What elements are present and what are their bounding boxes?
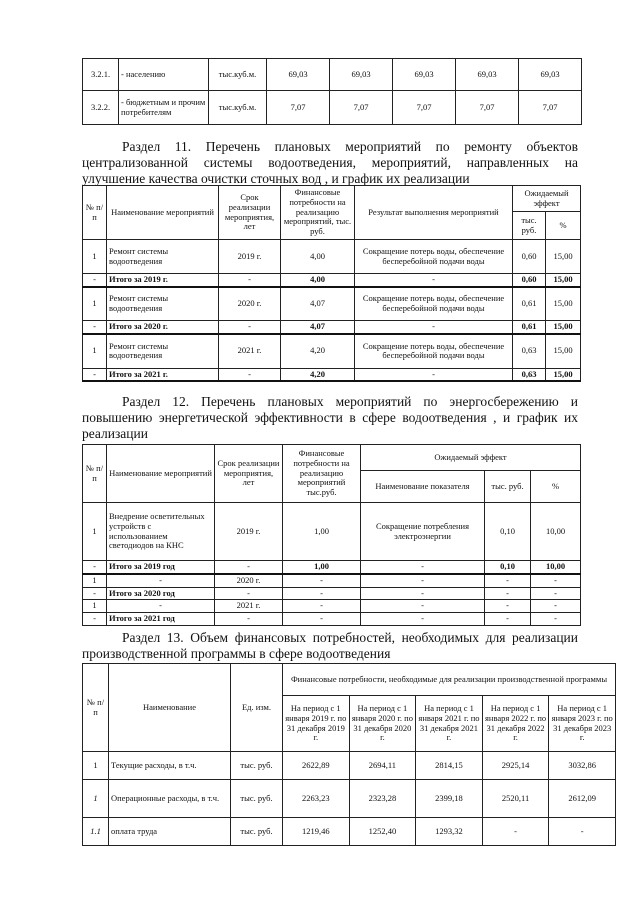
table-row: 1 Ремонт системы водоотведения 2021 г. 4,20 Сокращение потерь воды, обеспечение бесперебойной подачи воды 0,63 15,00 [83,334,581,368]
table-row: 1 Операционные расходы, в т.ч. тыс. руб. 2263,23 2323,28 2399,18 2520,11 2612,09 [83,780,616,818]
section-12-heading: Раздел 12. Перечень плановых мероприятий по энергосбережению и повышению энергетической эффективности в сфере водоотведения , и график их реализации [82,394,578,441]
table-row: 3.2.1. - населению тыс.куб.м. 69,03 69,03 69,03 69,03 69,03 [83,59,582,91]
table-section-11: № п/п Наименование мероприятий Срок реализации мероприятия, лет Финансовые потребности на реализацию мероприятий, тыс. руб. Результат выполнения мероприятий Ожидаемый эффект тыс. руб. % 1 Ремонт системы водоотведения 2019 г. 4,00 Сокращение потерь воды, обеспечение бесперебойной подачи воды 0,60 15,00 - Итого за 2019 г. - 4,00 - 0,60 15,00 1 Ремонт системы водоотведения 2020 г. 4,07 Сокращение потерь воды, обеспечение бесперебойной подачи воды 0,61 15,00 - Итого за 2020 г. - 4,07 - 0,61 15,00 1 Ремонт системы водоотведения 2021 г. 4,20 Сокращение потерь воды, обеспечение бесперебойной подачи воды 0,63 15,00 - Итого за 2021 г. - 4,20 - 0,63 15,00 [82,185,581,382]
section-13-heading: Раздел 13. Объем финансовых потребностей, необходимых для реализации производственной программы в сфере водоотведения [82,630,578,661]
table-row: - Итого за 2020 г. - 4,07 - 0,61 15,00 [83,321,581,334]
table-row: - Итого за 2019 год - 1,00 - 0,10 10,00 [83,561,581,574]
table-row: 1 Ремонт системы водоотведения 2020 г. 4,07 Сокращение потерь воды, обеспечение бесперебойной подачи воды 0,61 15,00 [83,287,581,321]
table-row: - Итого за 2021 г. - 4,20 - 0,63 15,00 [83,368,581,381]
table-row: - Итого за 2021 год - - - - - [83,613,581,626]
table-row: 1 Внедрение осветительных устройств с использованием светодиодов на КНС 2019 г. 1,00 Сокращение потребления электроэнергии 0,10 10,00 [83,503,581,561]
table-top [82,58,582,125]
table-row: 1 Текущие расходы, в т.ч. тыс. руб. 2622,89 2694,11 2814,15 2925,14 3032,86 [83,752,616,780]
table-row: - Итого за 2019 г. - 4,00 - 0,60 15,00 [83,274,581,287]
table-row: 3.2.2. - бюджетным и прочим потребителям тыс.куб.м. 7,07 7,07 7,07 7,07 7,07 [83,91,582,125]
table-row: 1.1 оплата труда тыс. руб. 1219,46 1252,40 1293,32 - - [83,818,616,846]
table-row: 1 - 2020 г. - - - - [83,574,581,587]
table-row: 1 Ремонт системы водоотведения 2019 г. 4,00 Сокращение потерь воды, обеспечение бесперебойной подачи воды 0,60 15,00 [83,240,581,274]
table-row: 1 - 2021 г. - - - - [83,600,581,613]
section-11-heading: Раздел 11. Перечень плановых мероприятий по ремонту объектов централизованной системы водоотведения, мероприятий, направленных на улучшение качества очистки сточных вод , и график их реализации [82,139,578,186]
table-section-12: № п/п Наименование мероприятий Срок реализации мероприятия, лет Финансовые потребности на реализацию мероприятий тыс.руб. Ожидаемый эффект Наименование показателя тыс. руб. % 1 Внедрение осветительных устройств с использованием светодиодов на КНС 2019 г. 1,00 Сокращение потребления электроэнергии 0,10 10,00 - Итого за 2019 год - 1,00 - 0,10 10,00 1 - 2020 г. - - - - - Итого за 2020 год - - - - - 1 - 2021 г. - - - - - Итого за 2021 год - - - - - [82,444,581,626]
table-section-13: № п/п Наименование Ед. изм. Финансовые потребности, необходимые для реализации производственной программы На период с 1 января 2019 г. по 31 декабря 2019 г. На период с 1 января 2020 г. по 31 декабря 2020 г. На период с 1 января 2021 г. по 31 декабря 2021 г. На период с 1 января 2022 г. по 31 декабря 2022 г. На период с 1 января 2023 г. по 31 декабря 2023 г. 1 Текущие расходы, в т.ч. тыс. руб. 2622,89 2694,11 2814,15 2925,14 3032,86 1 Операционные расходы, в т.ч. тыс. руб. 2263,23 2323,28 2399,18 2520,11 2612,09 1.1 оплата труда тыс. руб. 1219,46 1252,40 1293,32 - - [82,663,616,846]
table-row: - Итого за 2020 год - - - - - [83,587,581,600]
